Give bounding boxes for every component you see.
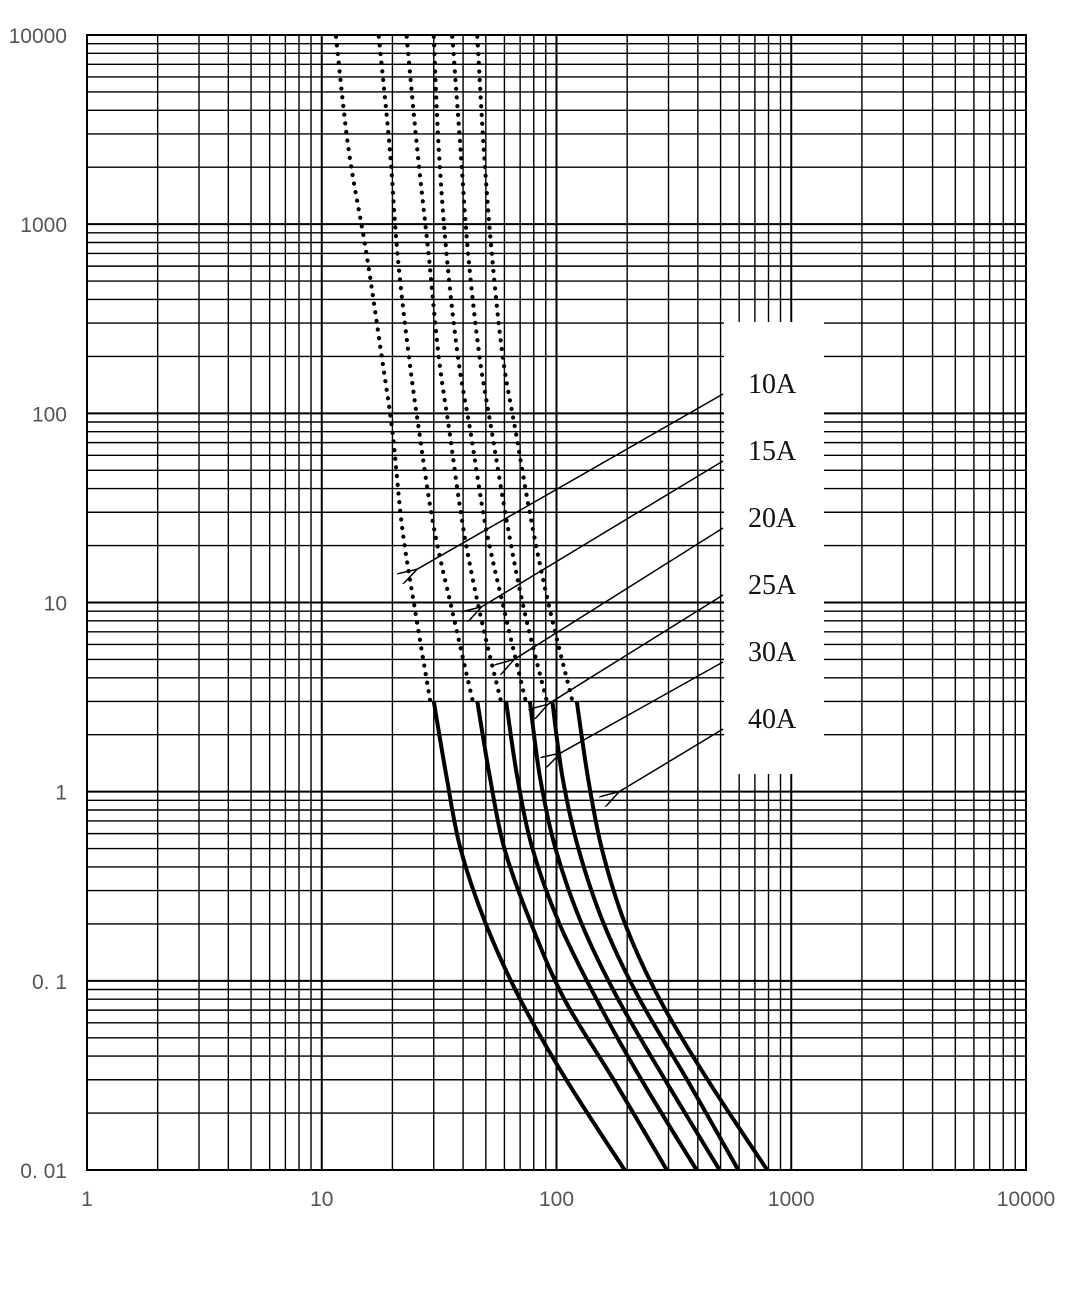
- legend-arrow-40a: [619, 729, 723, 792]
- axes: [9, 25, 1056, 1211]
- legend-label-20a: 20A: [748, 503, 797, 534]
- plot-grid: [87, 35, 1026, 1170]
- x-tick-label: 1000: [767, 1188, 815, 1211]
- y-tick-label: 0. 01: [20, 1160, 67, 1183]
- legend-arrow-30a: [560, 662, 723, 753]
- x-tick-label: 10: [310, 1188, 334, 1211]
- legend-label-25a: 25A: [748, 570, 797, 601]
- legend-label-40a: 40A: [748, 704, 797, 735]
- x-tick-label: 100: [538, 1188, 575, 1211]
- legend-label-10a: 10A: [748, 369, 797, 400]
- y-tick-label: 10: [43, 592, 67, 616]
- x-tick-label: 10000: [996, 1188, 1056, 1211]
- curve-15a-solid: [477, 701, 667, 1170]
- legend-label-30a: 30A: [748, 637, 797, 668]
- y-tick-label: 0. 1: [31, 970, 67, 994]
- x-tick-label: 1: [81, 1188, 93, 1211]
- y-tick-label: 100: [31, 403, 67, 427]
- legend-arrow-15a: [482, 461, 723, 607]
- y-tick-label: 10000: [8, 25, 67, 48]
- y-tick-label: 1000: [20, 214, 67, 238]
- y-tick-label: 1: [55, 781, 67, 805]
- legend-label-15a: 15A: [748, 436, 797, 467]
